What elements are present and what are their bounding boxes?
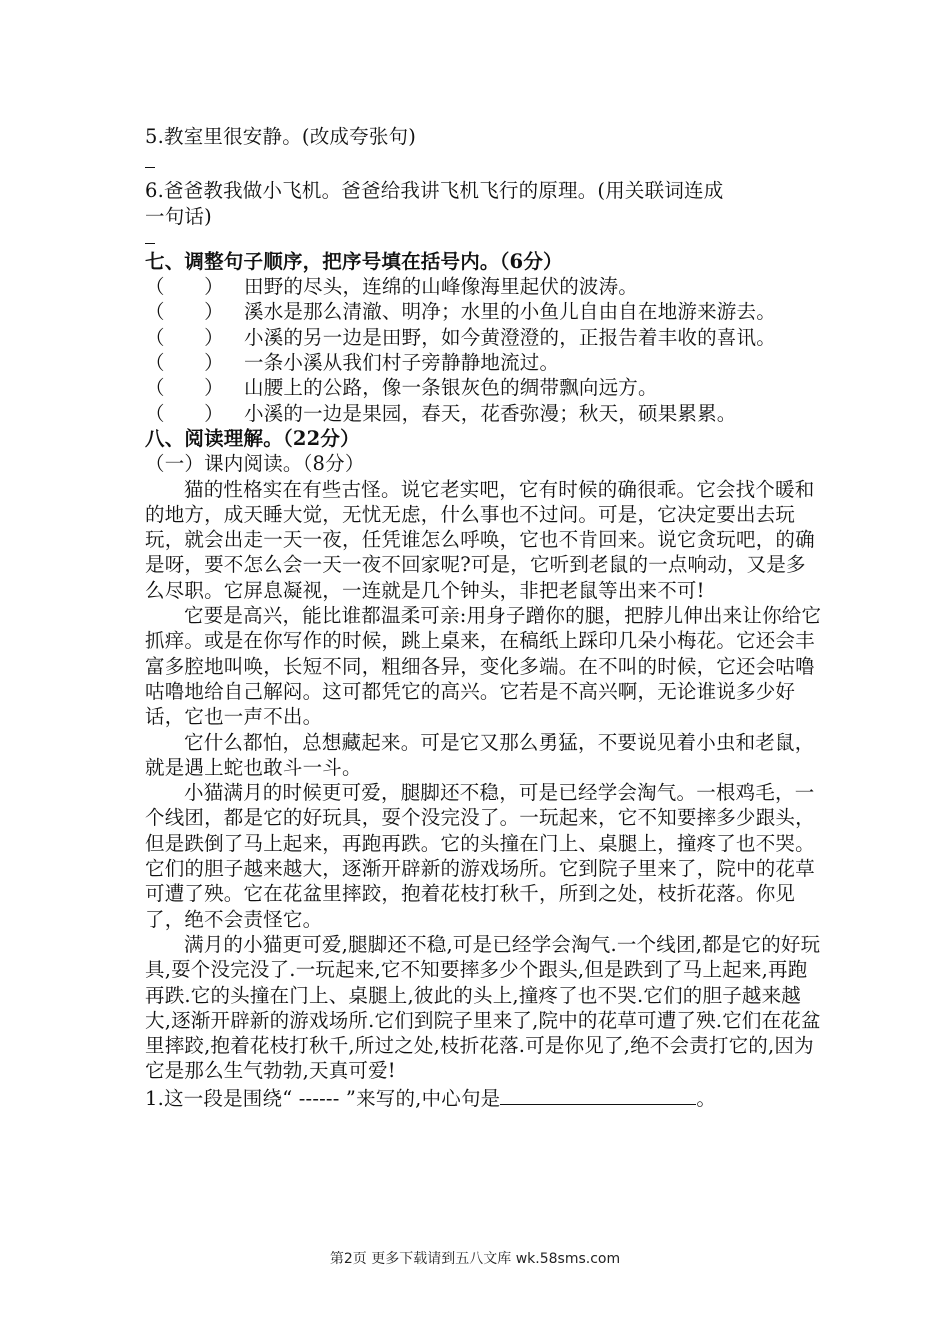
order-item-text: 山腰上的公路，像一条银灰色的绸带飘向远方。 (244, 376, 658, 400)
order-item-text: 小溪的另一边是田野，如今黄澄澄的，正报告着丰收的喜讯。 (244, 325, 776, 349)
section-8-title: 八、阅读理解。（22分） (145, 426, 360, 450)
page-footer: 第2页 更多下载请到五八文库 wk.58sms.com (329, 1251, 621, 1267)
answer-dash (145, 235, 825, 249)
reading-paragraph: 它要是高兴，能比谁都温柔可亲:用身子蹭你的腿，把脖儿伸出来让你给它抓痒。或是在你写作的时候，跳上桌来，在稿纸上踩印几朵小梅花。它还会丰富多腔地叫唤，长短不同，粗细各异，变化多端。在不叫的时候，它还会咕噜咕噜地给自己解闷。这可都凭它的高兴。它若是不高兴啊，无论谁说多少好话，它也一声不出。 (145, 604, 822, 729)
section-7-title: 七、调整句子顺序，把序号填在括号内。（6分） (145, 249, 563, 273)
question-5: 5.教室里很安静。(改成夸张句) (145, 125, 417, 148)
answer-bracket[interactable]: （ ） (145, 376, 224, 400)
question-6-line1: 6.爸爸教我做小飞机。爸爸给我讲飞机飞行的原理。(用关联词连成 (145, 179, 724, 203)
answer-bracket[interactable]: （ ） (145, 325, 224, 349)
answer-bracket[interactable]: （ ） (145, 351, 224, 375)
order-item-text: 小溪的一边是果园，春天，花香弥漫；秋天，硕果累累。 (244, 401, 737, 425)
reading-paragraph: 满月的小猫更可爱,腿脚还不稳,可是已经学会淘气.一个线团,都是它的好玩具,耍个没完没了.一玩起来,它不知要摔多少个跟头,但是跌到了马上起来,再跑再跌.它的头撞在门上、桌腿上,彼此的头上,撞疼了也不哭.它们的胆子越来越大,逐渐开辟新的游戏场所.它们到院子里来了,院中的花草可遭了殃.它们在花盆里摔跤,抱着花枝打秋千,所过之处,枝折花落.可是你见了,绝不会责打它的,因为它是那么生气勃勃,天真可爱! (145, 932, 821, 1083)
order-item (145, 325, 825, 350)
order-item (145, 401, 825, 426)
order-item (145, 375, 825, 400)
section-8-subtitle: （一）课内阅读。（8分） (145, 452, 365, 476)
order-item (145, 350, 825, 375)
document-page (145, 124, 825, 1111)
order-item (145, 299, 825, 324)
question-6-line2: 一句话) (145, 204, 212, 228)
reading-paragraph: 猫的性格实在有些古怪。说它老实吧，它有时候的确很乖。它会找个暖和的地方，成天睡大觉，无忧无虑，什么事也不过问。可是，它决定要出去玩玩，就会出走一天一夜，任凭谁怎么呼唤，它也不肯回来。说它贪玩吧，的确是呀，要不怎么会一天一夜不回家呢?可是，它听到老鼠的一点响动，又是多么尽职。它屏息凝视，一连就是几个钟头，非把老鼠等出来不可! (145, 477, 815, 602)
order-item-text: 一条小溪从我们村子旁静静地流过。 (244, 351, 560, 375)
question-1-prefix: 1.这一段是围绕“ ------ ”来写的,中心句是 (145, 1086, 501, 1110)
answer-blank[interactable] (500, 1084, 696, 1105)
reading-question-1 (145, 1084, 825, 1111)
reading-paragraph: 它什么都怕，总想藏起来。可是它又那么勇猛，不要说见着小虫和老鼠，就是遇上蛇也敢斗一斗。 (145, 730, 815, 779)
reading-paragraph: 小猫满月的时候更可爱，腿脚还不稳，可是已经学会淘气。一根鸡毛，一个线团，都是它的好玩具，耍个没完没了。一玩起来，它不知要摔多少跟头，但是跌倒了马上起来，再跑再跌。它的头撞在门上、桌腿上，撞疼了也不哭。它们的胆子越来越大，逐渐开辟新的游戏场所。它到院子里来了，院中的花草可遭了殃。它在花盆里摔跤，抱着花枝打秋千，所到之处，枝折花落。你见了，绝不会责怪它。 (145, 781, 815, 931)
order-item-text: 田野的尽头，连绵的山峰像海里起伏的波涛。 (244, 275, 639, 299)
order-item (145, 274, 825, 299)
answer-dash (145, 159, 825, 178)
question-1-suffix: 。 (696, 1086, 717, 1110)
answer-bracket[interactable]: （ ） (145, 401, 224, 425)
order-item-text: 溪水是那么清澈、明净；水里的小鱼儿自由自在地游来游去。 (244, 300, 776, 324)
answer-bracket[interactable]: （ ） (145, 275, 224, 299)
answer-bracket[interactable]: （ ） (145, 300, 224, 324)
